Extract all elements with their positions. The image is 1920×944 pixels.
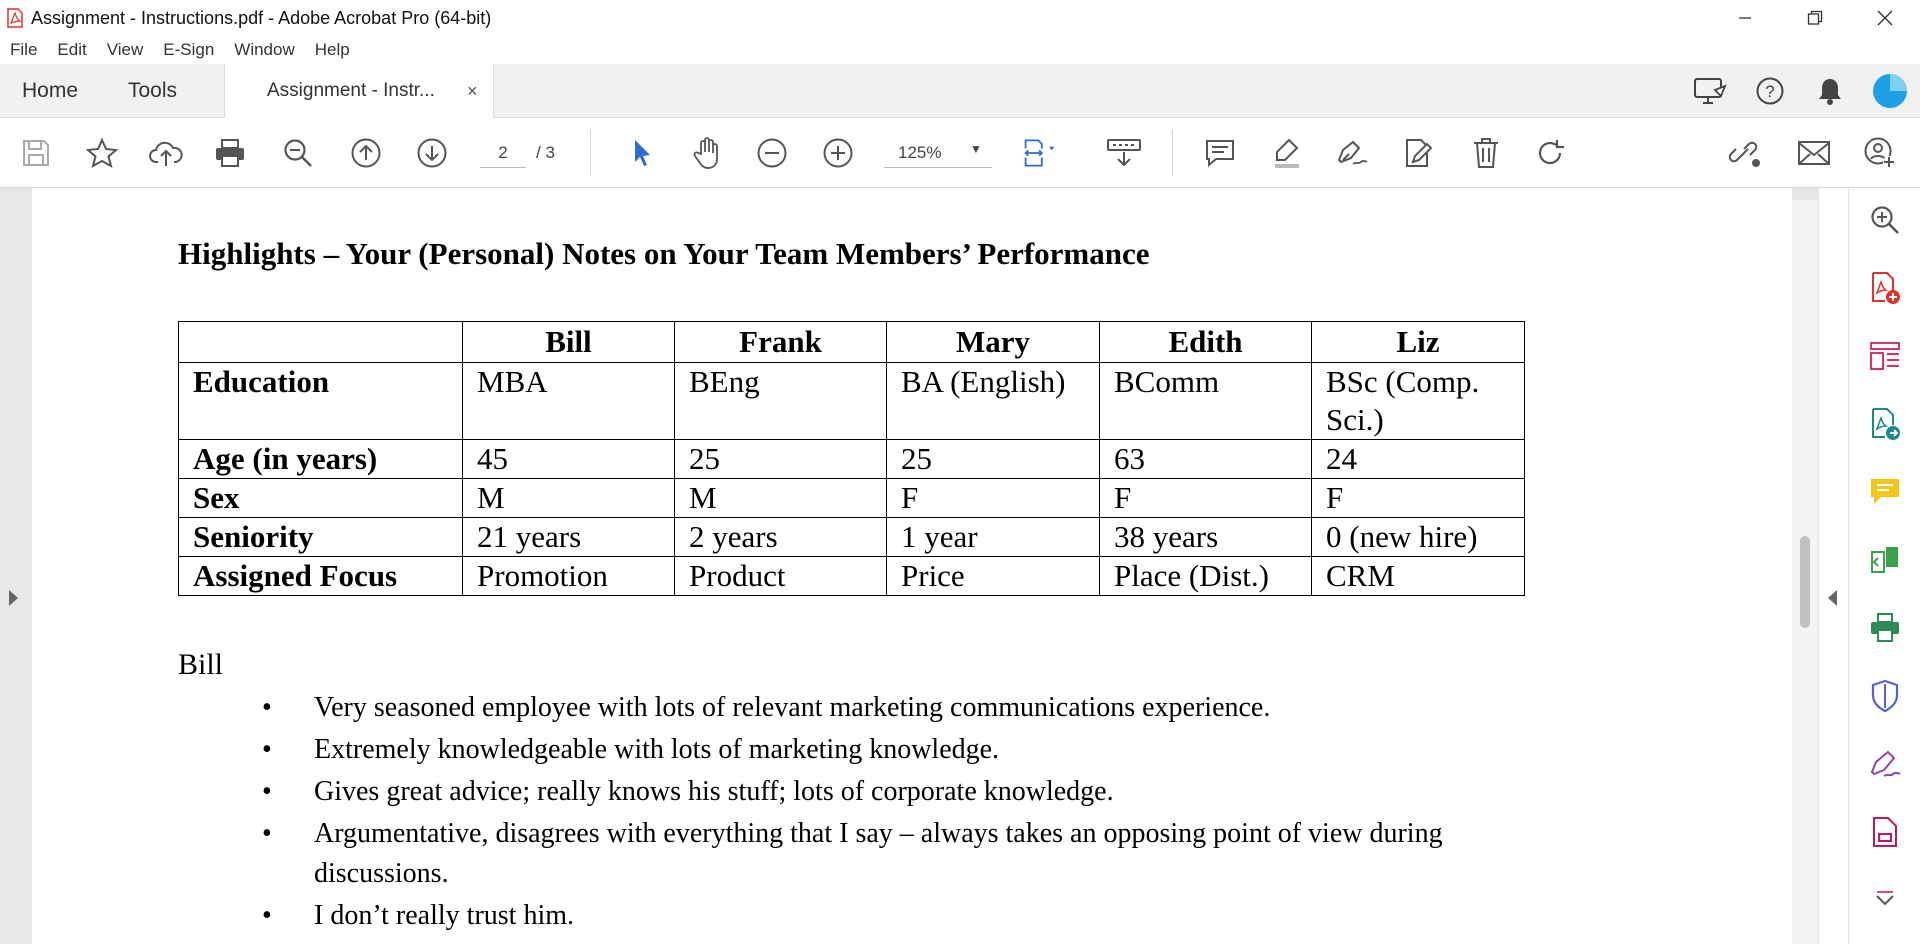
close-window-button[interactable]	[1850, 0, 1920, 36]
toolbar-divider	[1172, 130, 1173, 176]
table-cell: 45	[463, 440, 675, 479]
star-bookmark-icon[interactable]	[84, 135, 120, 171]
edit-pdf-icon[interactable]	[1867, 814, 1903, 850]
scrollbar-track-top	[1792, 188, 1818, 200]
table-cell: BSc (Comp. Sci.)	[1312, 363, 1525, 440]
left-navigation-pane	[0, 188, 32, 944]
export-pdf-icon[interactable]	[1867, 406, 1903, 442]
team-members-table	[178, 321, 1525, 596]
scroll-mode-icon[interactable]	[1106, 135, 1142, 171]
table-header-cell: Mary	[887, 322, 1100, 363]
tab-document-label: Assignment - Instr...	[267, 80, 435, 101]
table-row	[179, 557, 1525, 596]
tab-bar	[0, 64, 1920, 118]
table-row	[179, 518, 1525, 557]
menu-file[interactable]: File	[10, 40, 38, 59]
title-bar	[0, 0, 1920, 36]
right-pane-collapse-strip	[1818, 188, 1848, 944]
table-cell: 1 year	[887, 518, 1100, 557]
list-item-text: Gives great advice; really knows his stuff; lots of corporate knowledge.	[314, 776, 1114, 807]
table-header-cell	[179, 322, 463, 363]
table-cell: 63	[1100, 440, 1312, 479]
notifications-bell-icon[interactable]	[1800, 64, 1860, 118]
toolbar	[0, 118, 1920, 188]
menu-edit[interactable]: Edit	[57, 40, 87, 59]
table-cell: BA (English)	[887, 363, 1100, 440]
chevron-down-icon[interactable]	[1867, 882, 1903, 918]
page-total: / 3	[536, 143, 555, 162]
row-label: Age (in years)	[179, 440, 463, 479]
list-item-text: I don’t really trust him.	[314, 900, 574, 931]
highlighter-icon[interactable]	[1268, 135, 1304, 171]
edit-document-icon[interactable]	[1400, 135, 1436, 171]
table-cell: F	[1100, 479, 1312, 518]
save-icon[interactable]	[18, 135, 54, 171]
compare-files-icon[interactable]	[1867, 542, 1903, 578]
hand-tool-icon[interactable]	[690, 135, 726, 171]
table-cell: MBA	[463, 363, 675, 440]
share-link-icon[interactable]	[1728, 135, 1764, 171]
menu-view[interactable]: View	[106, 40, 144, 59]
comment-tool-icon[interactable]	[1867, 474, 1903, 510]
section-label-bill: Bill	[178, 648, 224, 681]
minimize-button[interactable]	[1710, 0, 1780, 36]
table-cell: 2 years	[675, 518, 887, 557]
table-row	[179, 440, 1525, 479]
select-cursor-icon[interactable]	[624, 135, 660, 171]
share-screen-icon[interactable]	[1680, 64, 1740, 118]
list-item	[178, 688, 1578, 728]
vertical-scrollbar[interactable]	[1792, 188, 1818, 944]
table-header-cell: Bill	[463, 322, 675, 363]
table-header-cell: Liz	[1312, 322, 1525, 363]
table-cell: BEng	[675, 363, 887, 440]
zoom-out-icon[interactable]	[754, 135, 790, 171]
row-label: Assigned Focus	[179, 557, 463, 596]
bullet-icon: •	[262, 900, 272, 931]
tab-tools[interactable]: Tools	[128, 79, 178, 102]
row-label: Sex	[179, 479, 463, 518]
table-row	[179, 363, 1525, 440]
list-item-text: Extremely knowledgeable with lots of marketing knowledge.	[314, 734, 1000, 765]
list-item	[178, 772, 1578, 812]
restore-button[interactable]	[1780, 0, 1850, 36]
print-icon[interactable]	[212, 135, 248, 171]
menu-esign[interactable]: E-Sign	[163, 40, 215, 59]
add-user-icon[interactable]	[1862, 135, 1898, 171]
zoom-level-select[interactable]: 125%	[884, 138, 992, 168]
table-header-cell: Frank	[675, 322, 887, 363]
list-item	[178, 896, 1578, 936]
table-cell: 25	[887, 440, 1100, 479]
list-item	[178, 730, 1578, 770]
bullet-icon: •	[262, 734, 272, 765]
tab-document[interactable]	[224, 64, 494, 119]
draw-pen-icon[interactable]	[1334, 135, 1370, 171]
row-label: Seniority	[179, 518, 463, 557]
fill-sign-icon[interactable]	[1867, 746, 1903, 782]
svg-text:?: ?	[1765, 82, 1775, 101]
right-tools-pane	[1848, 188, 1920, 944]
zoom-search-icon[interactable]	[280, 135, 316, 171]
table-cell: F	[1312, 479, 1525, 518]
notes-bullet-list	[178, 688, 1578, 938]
bullet-icon: •	[262, 818, 272, 849]
table-cell: CRM	[1312, 557, 1525, 596]
table-cell: 0 (new hire)	[1312, 518, 1525, 557]
table-cell: M	[675, 479, 887, 518]
comment-icon[interactable]	[1202, 135, 1238, 171]
toolbar-divider	[590, 130, 591, 176]
bullet-icon: •	[262, 692, 272, 723]
create-pdf-icon[interactable]	[1867, 270, 1903, 306]
row-label: Education	[179, 363, 463, 440]
help-icon[interactable]	[1740, 64, 1800, 118]
protect-shield-icon[interactable]	[1867, 678, 1903, 714]
list-item	[178, 814, 1578, 894]
menu-window[interactable]: Window	[234, 40, 295, 59]
table-row	[179, 479, 1525, 518]
table-cell: F	[887, 479, 1100, 518]
table-cell: BComm	[1100, 363, 1312, 440]
print-production-icon[interactable]	[1867, 610, 1903, 646]
scrollbar-thumb[interactable]	[1800, 536, 1810, 628]
table-cell: Product	[675, 557, 887, 596]
upload-cloud-icon[interactable]	[148, 135, 184, 171]
next-page-icon[interactable]	[414, 135, 450, 171]
chevron-down-icon[interactable]: ▼	[970, 142, 982, 156]
bullet-icon: •	[262, 776, 272, 807]
expand-left-pane-icon[interactable]	[9, 590, 18, 606]
zoom-in-icon[interactable]	[820, 135, 856, 171]
delete-trash-icon[interactable]	[1468, 135, 1504, 171]
email-icon[interactable]	[1796, 135, 1832, 171]
table-cell: M	[463, 479, 675, 518]
acrobat-app-icon	[5, 7, 25, 29]
rotate-icon[interactable]	[1532, 135, 1568, 171]
page-number-input[interactable]: 2	[480, 138, 526, 168]
list-item-text: Very seasoned employee with lots of relevant marketing communications experience.	[314, 692, 1271, 723]
menu-help[interactable]: Help	[314, 40, 350, 59]
organize-pages-icon[interactable]	[1867, 338, 1903, 374]
document-viewer[interactable]	[32, 188, 1798, 944]
window-title: Assignment - Instructions.pdf - Adobe Acrobat Pro (64-bit)	[31, 7, 492, 28]
table-cell: 38 years	[1100, 518, 1312, 557]
table-cell: Place (Dist.)	[1100, 557, 1312, 596]
collapse-right-pane-icon[interactable]	[1828, 590, 1837, 606]
previous-page-icon[interactable]	[348, 135, 384, 171]
table-cell: Price	[887, 557, 1100, 596]
fit-page-icon[interactable]	[1022, 135, 1058, 171]
tab-home[interactable]: Home	[22, 79, 79, 102]
menu-bar	[0, 36, 1920, 64]
table-cell: 25	[675, 440, 887, 479]
table-cell: Promotion	[463, 557, 675, 596]
tab-close-icon[interactable]: ×	[467, 81, 478, 101]
table-cell: 24	[1312, 440, 1525, 479]
table-header-row	[179, 322, 1525, 363]
table-header-cell: Edith	[1100, 322, 1312, 363]
list-item-text: Argumentative, disagrees with everything that I say – always takes an opposing point of view during discussions.	[314, 818, 1443, 889]
search-zoom-icon[interactable]	[1867, 202, 1903, 238]
page-heading: Highlights – Your (Personal) Notes on Your Team Members’ Performance	[178, 236, 1150, 271]
table-cell: 21 years	[463, 518, 675, 557]
account-avatar[interactable]	[1860, 64, 1920, 118]
pdf-page	[32, 188, 1798, 944]
